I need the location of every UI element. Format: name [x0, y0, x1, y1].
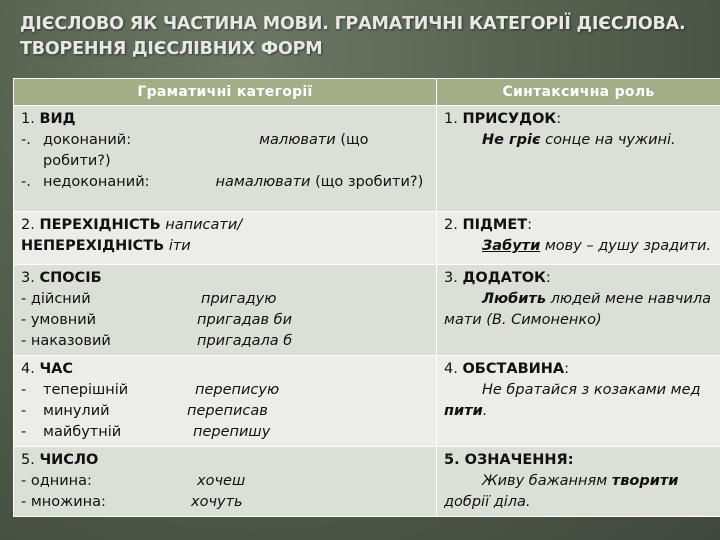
cell-adverbial: 4. ОБСТАВИНА: Не братайся з козаками мед пити.: [437, 356, 720, 447]
list-item: - однина: хочеш: [21, 473, 246, 489]
cell-tense: 4. ЧАС - теперішній переписую - минулий переписав - майбутній перепишу: [14, 356, 437, 447]
cell-predicate: 1. ПРИСУДОК: Не гріє сонце на чужині.: [437, 106, 720, 212]
header-syntactic-role: Синтаксична роль: [437, 79, 720, 106]
list-item: - дійсний пригадую: [21, 291, 277, 307]
header-grammatical-categories: Граматичні категорії: [14, 79, 437, 106]
grammar-table: [13, 78, 720, 517]
list-item: -. недоконаний: намалювати (що зробити?): [21, 174, 424, 190]
category-heading: 1. ВИД: [21, 111, 76, 127]
cell-transitivity: 2. ПЕРЕХІДНІСТЬ написати/ НЕПЕРЕХІДНІСТЬ іти: [14, 212, 437, 265]
cell-attribute: 5. ОЗНАЧЕННЯ: Живу бажанням творити добрії діла.: [437, 447, 720, 517]
cell-mood: 3. СПОСІБ - дійсний пригадую - умовний пригадав би - наказовий пригадала б: [14, 265, 437, 356]
table-header-row: [14, 79, 720, 106]
table-row-number: [14, 447, 720, 517]
category-name: ВИД: [39, 111, 76, 127]
slide-title: ДІЄСЛОВО ЯК ЧАСТИНА МОВИ. ГРАМАТИЧНІ КАТЕГОРІЇ ДІЄСЛОВА. ТВОРЕННЯ ДІЄСЛІВНИХ ФОРМ: [20, 14, 686, 59]
table-row-aspect: [14, 106, 720, 212]
list-item: -. доконаний: малювати (що робити?): [21, 132, 369, 169]
cell-aspect: [14, 106, 437, 212]
table-row-mood: [14, 265, 720, 356]
list-item: - минулий переписав: [21, 403, 268, 419]
list-item: - теперішній переписую: [21, 382, 280, 398]
list-item: - множина: хочуть: [21, 494, 243, 510]
list-item: - умовний пригадав би: [21, 312, 293, 328]
cell-object: 3. ДОДАТОК: Любить людей мене навчила мати (В. Симоненко): [437, 265, 720, 356]
cell-subject: 2. ПІДМЕТ: Забути мову – душу зрадити.: [437, 212, 720, 265]
list-item: - наказовий пригадала б: [21, 333, 293, 349]
cell-number: 5. ЧИСЛО - однина: хочеш - множина: хочуть: [14, 447, 437, 517]
table-row-tense: [14, 356, 720, 447]
table-row-transitivity: [14, 212, 720, 265]
list-item: - майбутній перепишу: [21, 424, 271, 440]
